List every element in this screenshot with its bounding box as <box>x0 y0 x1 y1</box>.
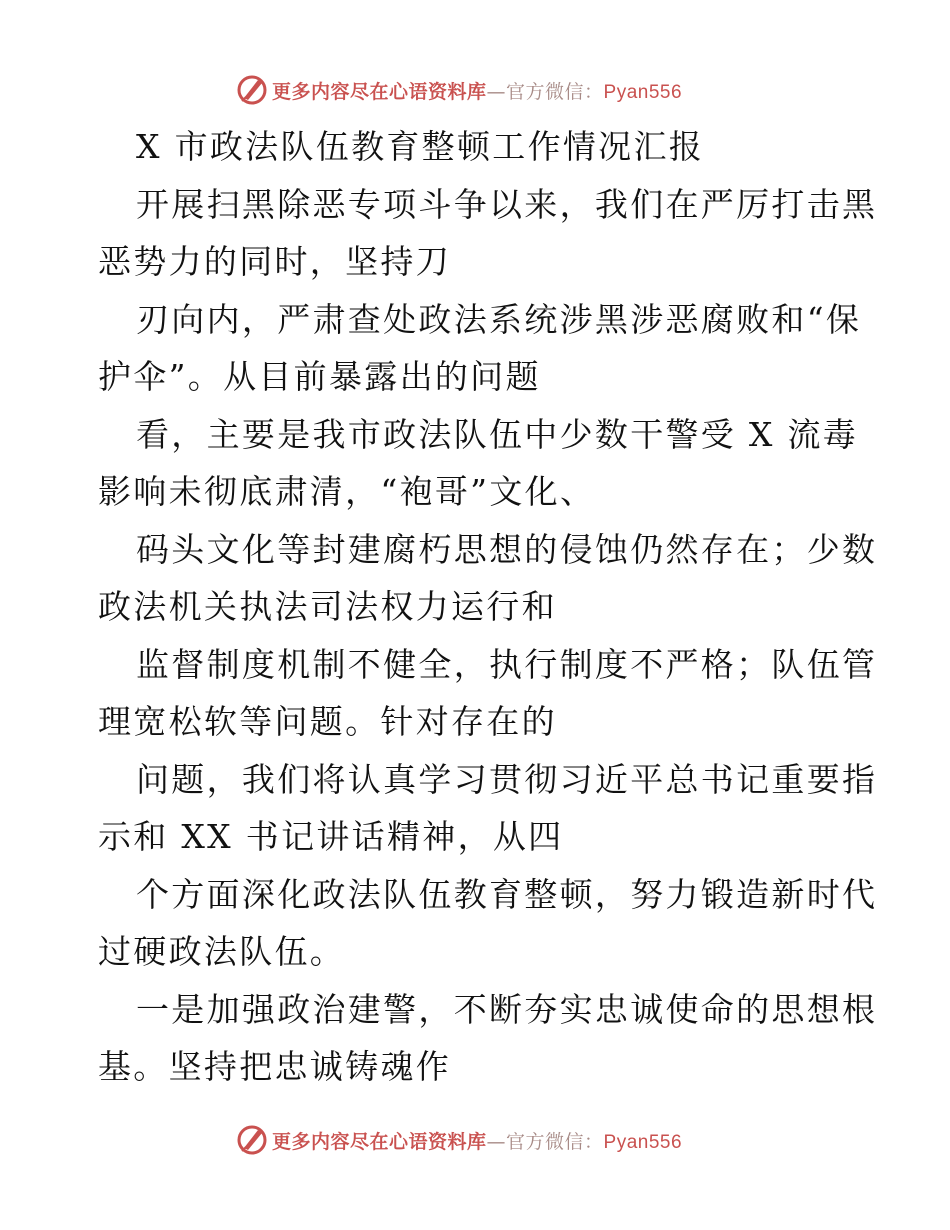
watermark-dash: — <box>486 80 507 103</box>
watermark-main-text: 更多内容尽在心语资料库 <box>272 1130 487 1153</box>
watermark-wechat-id: Pyan556 <box>603 81 683 103</box>
document-body <box>98 118 878 1096</box>
watermark-wechat-id: Pyan556 <box>603 1131 683 1153</box>
watermark-official-label: 官方微信： <box>506 80 604 103</box>
paragraph-line: 监督制度机制不健全，执行制度不严格；队伍管 <box>136 644 878 684</box>
paragraph-line: 刃向内，严肃查处政法系统涉黑涉恶腐败和“保 <box>136 299 862 339</box>
paragraph-line: 个方面深化政法队伍教育整顿，努力锻造新时代 <box>136 874 878 914</box>
paragraph-line: 影响未彻底肃清，“袍哥”文化、 <box>98 472 596 511</box>
paragraph-line: 问题，我们将认真学习贯彻习近平总书记重要指 <box>136 759 878 799</box>
paragraph-line: 码头文化等封建腐朽思想的侵蚀仍然存在；少数 <box>136 529 878 569</box>
paragraph-line: 恶势力的同时，坚持刀 <box>98 242 451 281</box>
watermark-text <box>272 77 682 104</box>
paragraph-line: 护伞”。从目前暴露出的问题 <box>98 357 541 396</box>
paragraph-line: 开展扫黑除恶专项斗争以来，我们在严厉打击黑 <box>136 184 878 224</box>
paragraph-line: 过硬政法队伍。 <box>98 932 346 971</box>
footer-watermark <box>236 1122 682 1158</box>
paragraph-line: 基。坚持把忠诚铸魂作 <box>98 1047 451 1086</box>
paragraph-line: 一是加强政治建警，不断夯实忠诚使命的思想根 <box>136 989 878 1029</box>
document-title: X 市政法队伍教育整顿工作情况汇报 <box>136 127 705 166</box>
watermark-text <box>272 1127 682 1154</box>
paragraph-line: 看，主要是我市政法队伍中少数干警受 X 流毒 <box>136 414 859 454</box>
watermark-dash: — <box>486 1130 507 1153</box>
watermark-main-text: 更多内容尽在心语资料库 <box>272 80 487 103</box>
quill-circle-logo-icon <box>236 74 268 106</box>
header-watermark <box>236 72 682 108</box>
paragraph-line: 示和 XX 书记讲话精神，从四 <box>98 817 564 856</box>
quill-circle-logo-icon <box>236 1124 268 1156</box>
watermark-official-label: 官方微信： <box>506 1130 604 1153</box>
paragraph-line: 理宽松软等问题。针对存在的 <box>98 702 557 741</box>
paragraph-line: 政法机关执法司法权力运行和 <box>98 587 557 626</box>
